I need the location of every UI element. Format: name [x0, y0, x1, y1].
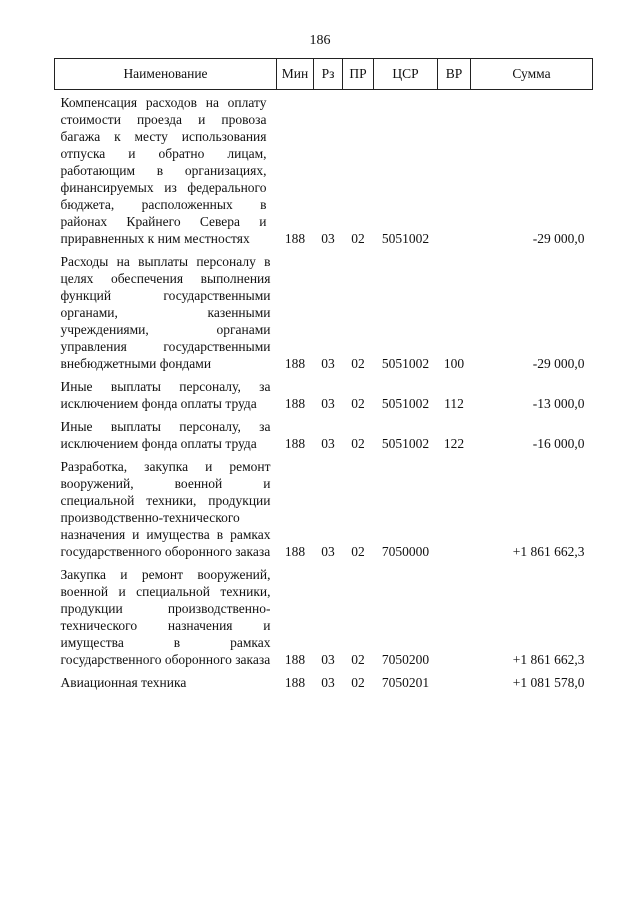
header-rz: Рз [314, 59, 343, 90]
row-sum: +1 861 662,3 [512, 652, 585, 667]
row-csr: 5051002 [381, 231, 430, 246]
row-rz: 03 [321, 675, 335, 690]
row-min: 188 [284, 436, 306, 451]
header-pr: ПР [343, 59, 374, 90]
row-vr [438, 670, 471, 693]
row-sum: +1 081 578,0 [512, 675, 585, 690]
table-row [55, 90, 593, 250]
table-row [55, 374, 593, 414]
row-min: 188 [284, 356, 306, 371]
row-csr: 7050000 [381, 544, 430, 559]
row-name: Расходы на выплаты персоналу в целях обеспечения выполнения функций государственными органами, казенными учреждениями, органами управления государственными внебюджетными фондами [60, 254, 271, 371]
row-rz: 03 [321, 231, 335, 246]
row-min: 188 [284, 544, 306, 559]
row-pr: 02 [351, 356, 365, 371]
table-row [55, 249, 593, 374]
row-csr: 5051002 [381, 436, 430, 451]
row-name: Авиационная техника [60, 675, 187, 690]
row-rz: 03 [321, 652, 335, 667]
row-min: 188 [284, 231, 306, 246]
row-vr: 112 [444, 396, 464, 411]
row-pr: 02 [351, 396, 365, 411]
row-vr [438, 90, 471, 250]
row-csr: 5051002 [381, 396, 430, 411]
row-rz: 03 [321, 356, 335, 371]
table-header-row [55, 59, 593, 90]
row-sum: -29 000,0 [532, 231, 585, 246]
budget-table [54, 58, 593, 693]
row-csr: 7050200 [381, 652, 430, 667]
row-name: Иные выплаты персоналу, за исключением фонда оплаты труда [60, 379, 271, 411]
page-number: 186 [309, 33, 331, 48]
row-vr: 122 [443, 436, 465, 451]
row-name: Компенсация расходов на оплату стоимости проезда и провоза багажа к месту использования отпуска и обратно лицам, работающим в организациях, финансируемых из федерального бюджета, расположенных в районах Крайнего Севера и приравненных к ним местностях [60, 95, 267, 246]
row-pr: 02 [351, 652, 365, 667]
table-row [55, 454, 593, 562]
row-pr: 02 [351, 231, 365, 246]
row-min: 188 [284, 675, 306, 690]
row-name: Иные выплаты персоналу, за исключением фонда оплаты труда [60, 419, 271, 451]
header-vr: ВР [438, 59, 471, 90]
table-row [55, 414, 593, 454]
row-name: Разработка, закупка и ремонт вооружений, военной и специальной техники, продукции производственно-технического назначения и имущества в рамках государственного оборонного заказа [60, 459, 271, 559]
row-csr: 7050201 [381, 675, 430, 690]
row-rz: 03 [321, 436, 335, 451]
row-min: 188 [284, 396, 306, 411]
header-name: Наименование [55, 59, 277, 90]
header-min: Мин [277, 59, 314, 90]
row-pr: 02 [351, 675, 365, 690]
header-sum: Сумма [471, 59, 593, 90]
row-sum: +1 861 662,3 [512, 544, 585, 559]
row-csr: 5051002 [381, 356, 430, 371]
row-sum: -13 000,0 [532, 396, 585, 411]
row-name: Закупка и ремонт вооружений, военной и специальной техники, продукции производственно-технического назначения и имущества в рамках государственного оборонного заказа [60, 567, 271, 667]
table-row [55, 562, 593, 670]
table-row [55, 670, 593, 693]
row-vr [438, 562, 471, 670]
header-csr: ЦСР [374, 59, 438, 90]
row-pr: 02 [351, 436, 365, 451]
row-vr [438, 454, 471, 562]
row-sum: -16 000,0 [532, 436, 585, 451]
row-min: 188 [284, 652, 306, 667]
row-sum: -29 000,0 [532, 356, 585, 371]
row-pr: 02 [351, 544, 365, 559]
row-rz: 03 [321, 544, 335, 559]
row-vr: 100 [443, 356, 465, 371]
row-rz: 03 [321, 396, 335, 411]
